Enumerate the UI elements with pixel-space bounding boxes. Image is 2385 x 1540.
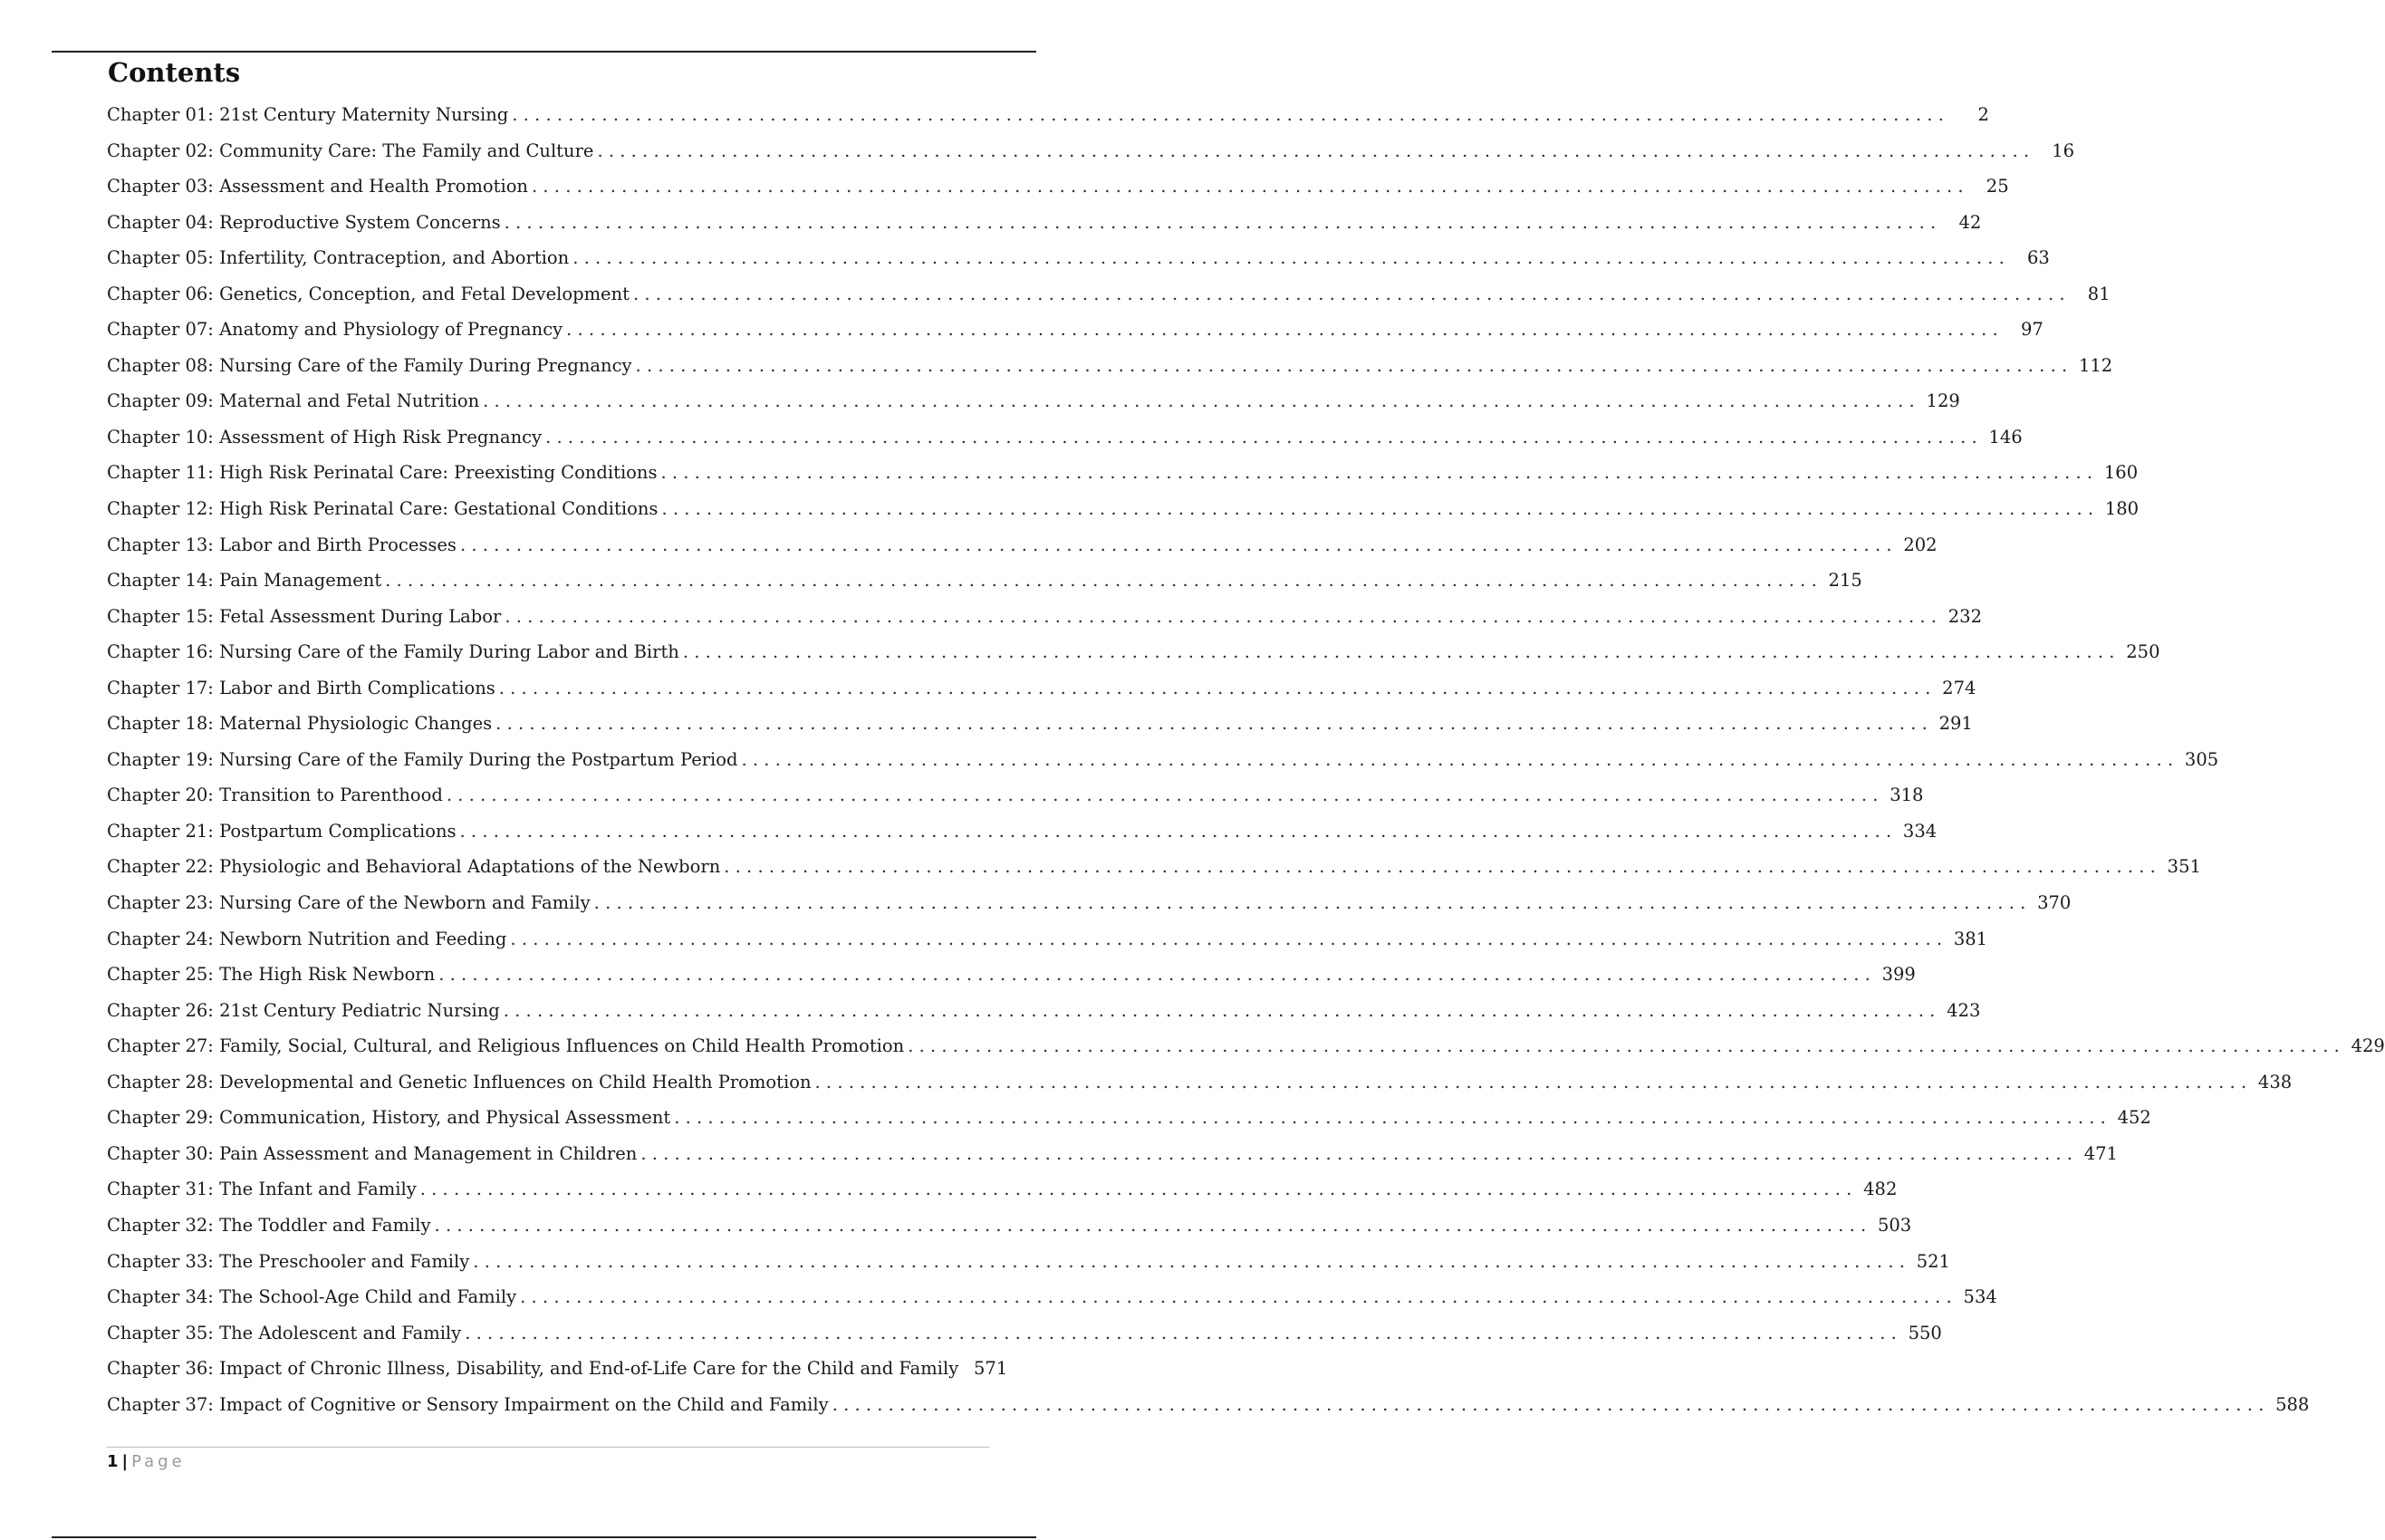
toc-entry-page-number[interactable]: 274 — [1942, 677, 1976, 698]
footer-page-number: 1 — [107, 1452, 119, 1471]
toc-entry[interactable] — [107, 713, 1973, 749]
toc-entry[interactable] — [107, 964, 1916, 1000]
toc-dot-leader — [447, 784, 1879, 805]
footer-rule — [106, 1447, 990, 1448]
toc-dot-leader — [385, 570, 1817, 591]
toc-entry[interactable] — [107, 748, 2219, 785]
toc-entry-page-number[interactable]: 2 — [1977, 104, 1989, 125]
toc-dot-leader — [460, 534, 1892, 555]
toc-entry-page-number[interactable]: 97 — [2020, 319, 2044, 341]
toc-entry[interactable] — [107, 211, 1982, 248]
toc-entry-page-number[interactable]: 550 — [1908, 1322, 1942, 1343]
toc-entry-page-number[interactable]: 534 — [1963, 1286, 1997, 1308]
toc-entry-page-number[interactable]: 232 — [1947, 605, 1982, 627]
toc-entry-title[interactable]: Chapter 29: Communication, History, and Physical Assessment — [107, 1107, 671, 1129]
toc-entry-title[interactable]: Chapter 15: Fetal Assessment During Labor — [107, 605, 502, 627]
toc-entry-title[interactable]: Chapter 14: Pain Management — [107, 570, 382, 592]
toc-entry[interactable] — [107, 1071, 2293, 1108]
toc-dot-leader — [505, 212, 1937, 233]
toc-entry-title[interactable]: Chapter 02: Community Care: The Family and Culture — [107, 140, 594, 161]
toc-entry[interactable] — [107, 104, 1989, 140]
toc-entry-page-number[interactable]: 588 — [2275, 1393, 2310, 1415]
toc-entry[interactable] — [107, 354, 2113, 391]
toc-entry-page-number[interactable]: 351 — [2167, 856, 2201, 878]
toc-entry-title[interactable]: Chapter 31: The Infant and Family — [107, 1179, 417, 1200]
toc-entry-title[interactable]: Chapter 26: 21st Century Pediatric Nursing — [107, 999, 500, 1021]
toc-entry-page-number[interactable]: 16 — [2052, 140, 2075, 161]
toc-dot-leader — [742, 749, 2174, 770]
toc-entry[interactable] — [107, 390, 1960, 427]
page-footer — [107, 1449, 186, 1475]
toc-entry-page-number[interactable]: 291 — [1938, 713, 1973, 735]
toc-entry[interactable] — [107, 677, 1976, 714]
toc-dot-leader — [683, 641, 2115, 662]
toc-entry-title[interactable]: Chapter 32: The Toddler and Family — [107, 1214, 431, 1236]
toc-entry-title[interactable]: Chapter 01: 21st Century Maternity Nursing — [107, 104, 509, 125]
toc-entry[interactable] — [107, 1358, 1008, 1394]
toc-dot-leader — [505, 606, 1937, 627]
toc-entry-page-number[interactable]: 521 — [1916, 1250, 1950, 1272]
toc-entry-title[interactable]: Chapter 28: Developmental and Genetic Influences on Child Health Promotion — [107, 1071, 812, 1092]
toc-dot-leader — [465, 1323, 1897, 1343]
toc-entry-title[interactable]: Chapter 04: Reproductive System Concerns — [107, 211, 501, 233]
toc-entry[interactable] — [107, 1179, 1898, 1215]
toc-dot-leader — [532, 176, 1964, 197]
toc-entry-page-number[interactable]: 146 — [1988, 426, 2023, 448]
toc-entry-page-number[interactable]: 180 — [2104, 498, 2140, 520]
toc-dot-leader — [815, 1072, 2247, 1092]
toc-dot-leader — [594, 892, 2026, 913]
toc-entry-title[interactable]: Chapter 33: The Preschooler and Family — [107, 1250, 470, 1272]
toc-entry[interactable] — [107, 784, 1924, 821]
toc-entry-page-number[interactable]: 423 — [1947, 999, 1981, 1021]
toc-entry-title[interactable]: Chapter 20: Transition to Parenthood — [107, 784, 443, 806]
toc-entry-title[interactable]: Chapter 17: Labor and Birth Complications — [107, 677, 495, 698]
toc-entry[interactable] — [107, 928, 1988, 965]
toc-entry[interactable] — [107, 820, 1938, 857]
toc-entry-page-number[interactable]: 318 — [1890, 784, 1924, 806]
toc-entry[interactable] — [107, 140, 2075, 177]
toc-entry-page-number[interactable]: 305 — [2184, 748, 2219, 770]
toc-dot-leader — [636, 355, 2068, 376]
page-title: Contents — [108, 57, 241, 88]
toc-entry-title[interactable]: Chapter 05: Infertility, Contraception, and Abortion — [107, 247, 570, 269]
toc-entry[interactable] — [107, 999, 1981, 1036]
toc-entry-page-number[interactable]: 202 — [1903, 534, 1938, 555]
toc-entry-page-number[interactable]: 81 — [2087, 283, 2111, 304]
toc-entry-page-number[interactable]: 160 — [2103, 462, 2139, 484]
footer-separator: | — [121, 1452, 129, 1471]
toc-dot-leader — [499, 678, 1931, 698]
toc-entry-title[interactable]: Chapter 13: Labor and Birth Processes — [107, 534, 457, 555]
toc-entry[interactable] — [107, 498, 2140, 534]
toc-dot-leader — [504, 1000, 1936, 1021]
toc-dot-leader — [473, 1251, 1905, 1272]
toc-dot-leader — [832, 1394, 2265, 1415]
toc-entry-page-number[interactable]: 370 — [2037, 892, 2072, 914]
toc-entry-title[interactable]: Chapter 19: Nursing Care of the Family During the Postpartum Period — [107, 748, 738, 770]
toc-entry-title[interactable]: Chapter 07: Anatomy and Physiology of Pregnancy — [107, 319, 563, 341]
toc-entry-page-number[interactable]: 250 — [2126, 641, 2160, 663]
toc-dot-leader — [510, 929, 1942, 949]
toc-entry-page-number[interactable]: 112 — [2078, 354, 2113, 376]
toc-entry[interactable] — [107, 247, 2050, 284]
table-of-contents — [107, 104, 2385, 1429]
toc-entry[interactable] — [107, 1107, 2151, 1143]
toc-entry[interactable] — [107, 534, 1938, 571]
toc-entry-title[interactable]: Chapter 27: Family, Social, Cultural, and Religious Influences on Child Health Promotion — [107, 1035, 905, 1057]
toc-entry-page-number[interactable]: 42 — [1958, 211, 1982, 233]
toc-entry-page-number[interactable]: 429 — [2351, 1035, 2385, 1057]
toc-dot-leader — [724, 856, 2156, 877]
toc-entry-title[interactable]: Chapter 36: Impact of Chronic Illness, Disability, and End-of-Life Care for the Child and Family — [107, 1358, 959, 1380]
toc-entry-page-number[interactable]: 438 — [2257, 1071, 2293, 1092]
toc-entry-title[interactable]: Chapter 30: Pain Assessment and Management in Children — [107, 1142, 638, 1164]
toc-entry[interactable] — [107, 1142, 2118, 1179]
toc-entry-title[interactable]: Chapter 09: Maternal and Fetal Nutrition — [107, 390, 480, 412]
toc-entry-page-number[interactable]: 452 — [2117, 1107, 2151, 1129]
toc-dot-leader — [597, 140, 2029, 161]
bottom-border-rule — [52, 1536, 1036, 1538]
toc-entry-title[interactable]: Chapter 03: Assessment and Health Promotion — [107, 176, 528, 197]
toc-dot-leader — [438, 964, 1870, 985]
toc-entry[interactable] — [107, 856, 2201, 892]
toc-entry-page-number[interactable]: 25 — [1986, 176, 2009, 197]
toc-entry[interactable] — [107, 1286, 1997, 1323]
toc-entry[interactable] — [107, 570, 1862, 606]
toc-entry-title[interactable]: Chapter 34: The School-Age Child and Family — [107, 1286, 517, 1308]
toc-entry-title[interactable]: Chapter 21: Postpartum Complications — [107, 820, 457, 842]
toc-entry[interactable] — [107, 1322, 1942, 1359]
toc-entry-title[interactable]: Chapter 35: The Adolescent and Family — [107, 1322, 462, 1343]
toc-entry[interactable] — [107, 641, 2160, 678]
toc-dot-leader — [512, 104, 1944, 125]
toc-entry-title[interactable]: Chapter 12: High Risk Perinatal Care: Gestational Conditions — [107, 498, 659, 520]
toc-entry-page-number[interactable]: 471 — [2083, 1142, 2118, 1164]
toc-entry-title[interactable]: Chapter 06: Genetics, Conception, and Fetal Development — [107, 283, 630, 304]
toc-entry[interactable] — [107, 1393, 2310, 1430]
toc-entry-title[interactable]: Chapter 11: High Risk Perinatal Care: Preexisting Conditions — [107, 462, 658, 484]
toc-dot-leader — [420, 1179, 1852, 1199]
toc-entry-page-number[interactable]: 482 — [1863, 1179, 1898, 1200]
toc-entry[interactable] — [107, 283, 2111, 320]
toc-entry[interactable] — [107, 462, 2139, 498]
toc-entry-title[interactable]: Chapter 25: The High Risk Newborn — [107, 964, 436, 986]
toc-dot-leader — [674, 1107, 2106, 1128]
toc-dot-leader — [633, 284, 2065, 304]
toc-dot-leader — [460, 821, 1892, 842]
toc-dot-leader — [572, 247, 2005, 268]
toc-entry[interactable] — [107, 1035, 2385, 1072]
toc-entry[interactable] — [107, 319, 2044, 355]
toc-dot-leader — [908, 1035, 2340, 1056]
toc-entry[interactable] — [107, 605, 1982, 642]
toc-entry[interactable] — [107, 426, 2023, 463]
toc-entry-page-number[interactable]: 129 — [1926, 390, 1960, 412]
toc-entry-page-number[interactable]: 63 — [2027, 247, 2050, 269]
toc-dot-leader — [520, 1286, 1952, 1307]
toc-entry-title[interactable]: Chapter 24: Newborn Nutrition and Feeding — [107, 928, 507, 949]
toc-dot-leader — [640, 1143, 2072, 1164]
toc-dot-leader — [495, 713, 1928, 734]
toc-entry-title[interactable]: Chapter 22: Physiologic and Behavioral Adaptations of the Newborn — [107, 856, 721, 878]
toc-entry-page-number[interactable]: 503 — [1877, 1214, 1912, 1236]
toc-dot-leader — [435, 1215, 1867, 1236]
toc-dot-leader — [545, 427, 1977, 448]
toc-entry-page-number[interactable]: 215 — [1828, 570, 1862, 592]
toc-entry-title[interactable]: Chapter 10: Assessment of High Risk Pregnancy — [107, 426, 543, 448]
toc-dot-leader — [660, 462, 2092, 483]
toc-entry[interactable] — [107, 1214, 1912, 1251]
toc-entry[interactable] — [107, 892, 2072, 929]
toc-entry[interactable] — [107, 176, 2009, 212]
toc-entry-title[interactable]: Chapter 18: Maternal Physiologic Changes — [107, 713, 493, 735]
toc-entry-page-number[interactable]: 381 — [1953, 928, 1988, 949]
toc-dot-leader — [661, 498, 2093, 519]
toc-dot-leader — [483, 390, 1915, 411]
toc-entry[interactable] — [107, 1250, 1950, 1287]
toc-entry-title[interactable]: Chapter 37: Impact of Cognitive or Sensory Impairment on the Child and Family — [107, 1393, 829, 1415]
toc-entry-page-number[interactable]: 334 — [1902, 820, 1938, 842]
toc-entry-title[interactable]: Chapter 23: Nursing Care of the Newborn and Family — [107, 892, 591, 914]
toc-entry-title[interactable]: Chapter 08: Nursing Care of the Family During Pregnancy — [107, 354, 632, 376]
toc-entry-page-number[interactable]: 399 — [1881, 964, 1916, 986]
toc-entry-title[interactable]: Chapter 16: Nursing Care of the Family During Labor and Birth — [107, 641, 679, 663]
toc-dot-leader — [566, 319, 1998, 340]
footer-page-label: Page — [131, 1452, 186, 1471]
toc-entry-page-number[interactable]: 571 — [974, 1358, 1008, 1380]
